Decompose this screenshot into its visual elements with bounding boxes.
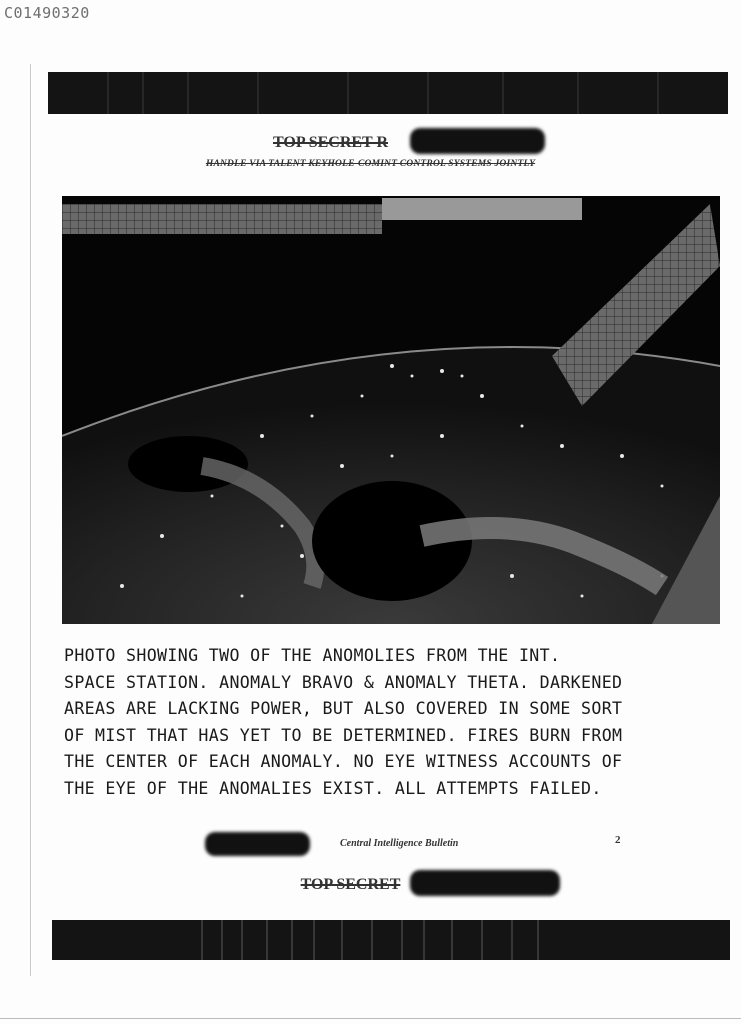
top-redaction-bar <box>48 72 728 114</box>
caption-line: THE EYE OF THE ANOMALIES EXIST. ALL ATTEMPTS FAILED. <box>64 778 602 798</box>
classification-header: TOP SECRET R <box>272 134 388 151</box>
redaction-block <box>205 832 310 856</box>
caption-line: OF MIST THAT HAS YET TO BE DETERMINED. FIRES BURN FROM <box>64 725 623 745</box>
bulletin-title: Central Intelligence Bulletin <box>340 838 459 849</box>
caption-line: PHOTO SHOWING TWO OF THE ANOMOLIES FROM THE INT. <box>64 646 561 665</box>
caption-line: THE CENTER OF EACH ANOMALY. NO EYE WITNESS ACCOUNTS OF <box>64 752 623 771</box>
caption-line: SPACE STATION. ANOMALY BRAVO & ANOMALY THETA. DARKENED <box>64 672 623 692</box>
redaction-block <box>410 870 560 896</box>
bottom-redaction-bar <box>52 920 730 960</box>
page-edge <box>0 1018 741 1019</box>
page-number: 2 <box>615 834 621 846</box>
document-id: C01490320 <box>4 4 90 22</box>
handling-caveat: HANDLE VIA TALENT-KEYHOLE-COMINT CONTROL SYSTEMS JOINTLY <box>205 159 536 169</box>
scan-edge-line <box>30 64 31 976</box>
redaction-block <box>410 128 545 154</box>
classification-footer: TOP SECRET <box>300 876 401 893</box>
caption-line: AREAS ARE LACKING POWER, BUT ALSO COVERED IN SOME SORT <box>64 699 623 718</box>
anomaly-photo <box>62 196 720 624</box>
photo-caption <box>64 643 728 802</box>
